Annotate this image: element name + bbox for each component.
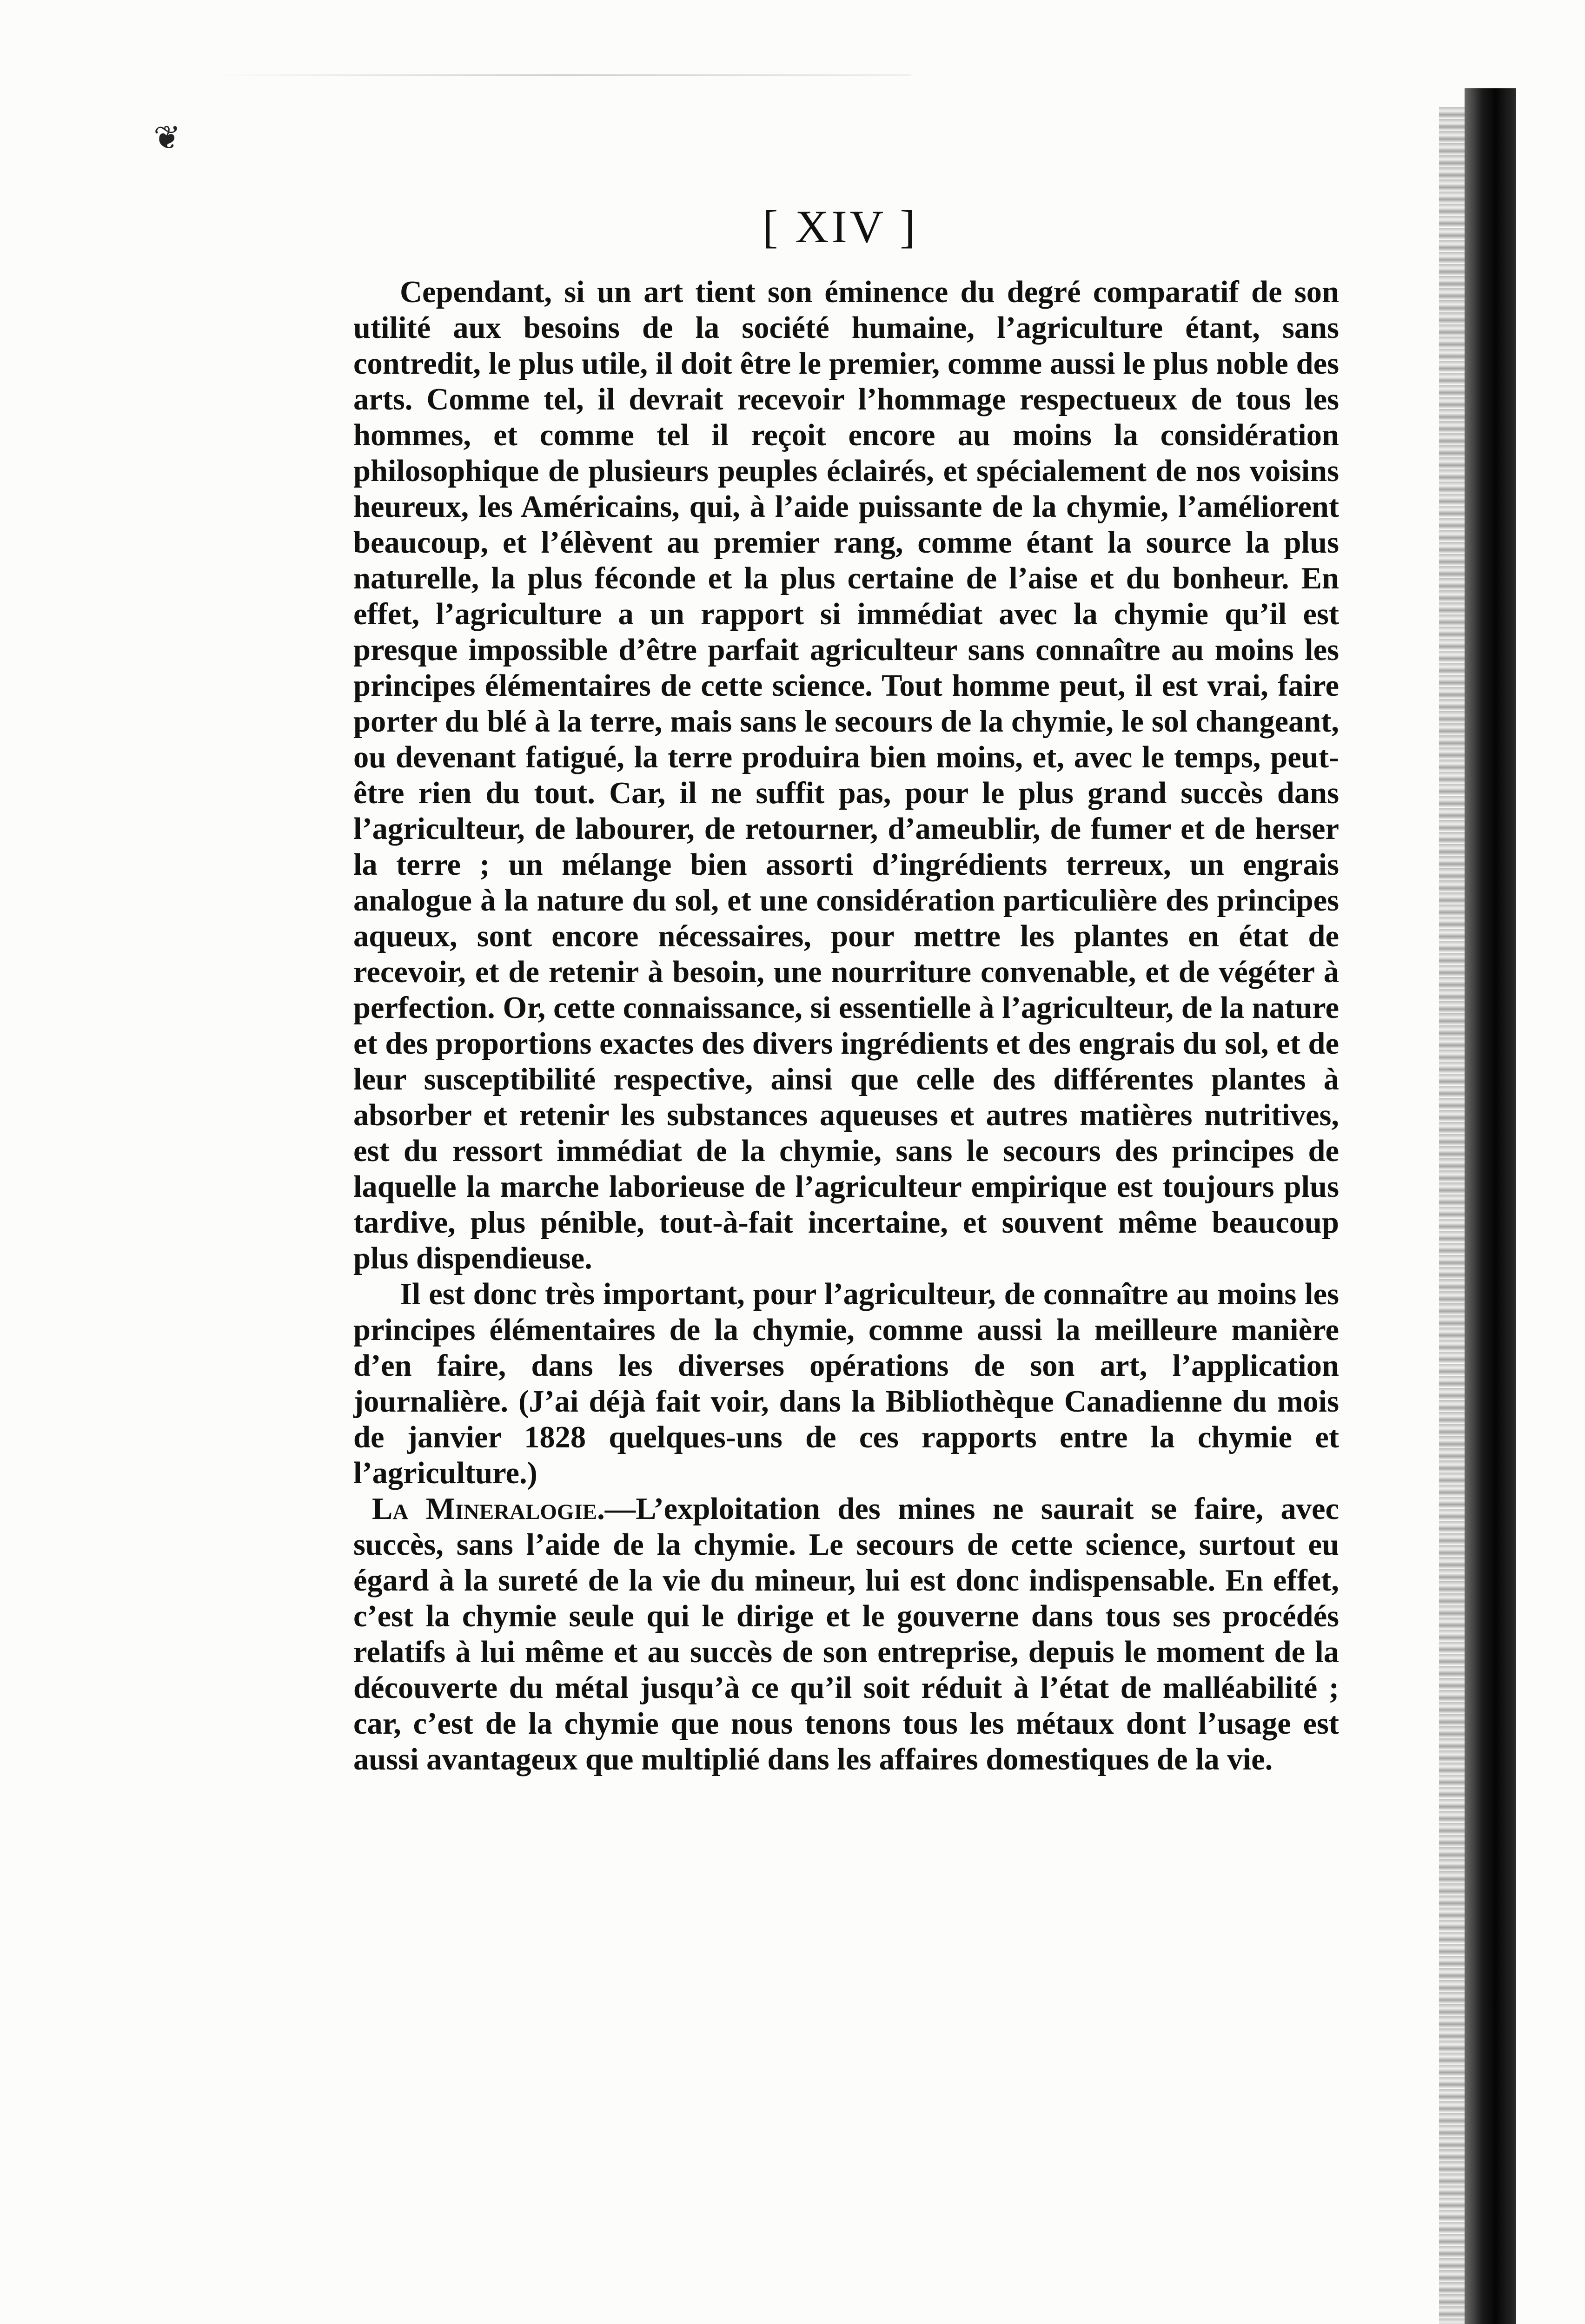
paragraph-mineralogie	[353, 1491, 1339, 1777]
mineralogie-text: —L’exploitation des mines ne saurait se faire, avec succès, sans l’aide de la chymie. Le secours de cette science, surtout eu égard à la sureté de la vie du mineur, lui est donc indispensable. En effet, c’est la chymie seule qui le dirige et le gouverne dans tous ses procédés relatifs à lui même et au succès de son entreprise, depuis le moment de la découverte du métal jusqu’à ce qu’il soit réduit à l’état de malléabilité ; car, c’est de la chymie que nous tenons tous les métaux dont l’usage est aussi avantageux que multiplié dans les affaires domestiques de la vie.	[353, 1492, 1339, 1776]
page-number: [ XIV ]	[763, 201, 918, 252]
paragraph-agriculture: Cependant, si un art tient son éminence du degré comparatif de son utilité aux besoins de la société humaine, l’agriculture étant, sans contredit, le plus utile, il doit être le premier, comme aussi le plus noble des arts. Comme tel, il devrait recevoir l’hommage respectueux de tous les hommes, et comme tel il reçoit encore au moins la considération philosophique de plusieurs peuples éclairés, et spécialement de nos voisins heureux, les Américains, qui, à l’aide puissante de la chymie, l’améliorent beaucoup, et l’élèvent au premier rang, comme étant la source la plus naturelle, la plus féconde et la plus certaine de l’aise et du bonheur. En effet, l’agriculture a un rapport si immédiat avec la chymie qu’il est presque impossible d’être parfait agriculteur sans connaître au moins les principes élémentaires de cette science. Tout homme peut, il est vrai, faire porter du blé à la terre, mais sans le secours de la chymie, le sol changeant, ou devenant fatigué, la terre produira bien moins, et, avec le temps, peut-être rien du tout. Car, il ne suffit pas, pour le plus grand succès dans l’agriculteur, de labourer, de retourner, d’ameublir, de fumer et de herser la terre ; un mélange bien assorti d’ingrédients terreux, un engrais analogue à la nature du sol, et une considération particulière des principes aqueux, sont encore nécessaires, pour mettre les plantes en état de recevoir, et de retenir à besoin, une nourriture convenable, et de végéter à perfection. Or, cette connaissance, si essentielle à l’agriculteur, de la nature et des proportions exactes des divers ingrédients et des engrais du sol, et de leur susceptibilité respective, ainsi que celle des différentes plantes à absorber et retenir les substances aqueuses et autres matières nutritives, est du ressort immédiat de la chymie, sans le secours des principes de laquelle la marche laborieuse de l’agriculteur empirique est toujours plus tardive, plus pénible, tout-à-fait incertaine, et souvent même beaucoup plus dispendieuse.	[353, 275, 1339, 1275]
section-heading-mineralogie: La Mineralogie.	[372, 1492, 605, 1526]
binding-edge	[1465, 88, 1516, 2324]
corner-ink-mark: ❦	[153, 120, 181, 156]
top-smudge-line	[214, 74, 911, 76]
paragraph-principes: Il est donc très important, pour l’agriculteur, de connaître au moins les principes élémentaires de la chymie, comme aussi la meilleure manière d’en faire, dans les diverses opérations de son art, l’application journalière. (J’ai déjà fait voir, dans la Bibliothèque Canadienne du mois de janvier 1828 quelques-uns de ces rapports entre la chymie et l’agriculture.)	[353, 1277, 1339, 1490]
body-text	[353, 274, 1339, 1777]
binding-edge-shadow	[1439, 107, 1467, 2324]
